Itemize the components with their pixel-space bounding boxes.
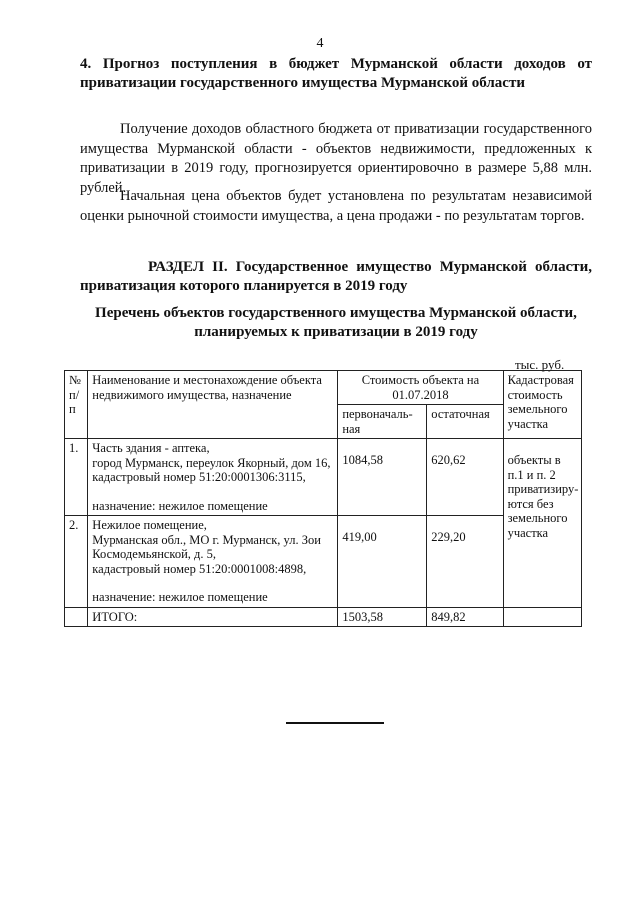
row2-name-line4: назначение: нежилое помещение bbox=[92, 590, 268, 604]
header-cost-remaining: остаточная bbox=[427, 405, 503, 439]
row2-name-line1: Нежилое помещение, bbox=[92, 518, 207, 532]
row2-remaining-value: 229,20 bbox=[431, 530, 466, 544]
total-cadastral bbox=[503, 607, 581, 627]
section4-paragraph1-text: Получение доходов областного бюджета от приватизации государственного имущества Мурманской области - объектов недвижимости, предложенных к приватизации в 2019 году, прогнозируется ориентировочно в размере 5,88 млн. рублей. bbox=[80, 121, 592, 196]
total-remaining: 849,82 bbox=[427, 607, 503, 627]
row1-name bbox=[88, 439, 338, 516]
section2-title-text: РАЗДЕЛ II. Государственное имущество Мурманской области, приватизация которого планируется в 2019 году bbox=[80, 259, 592, 294]
row1-name-line4: назначение: нежилое помещение bbox=[92, 498, 268, 513]
header-cost: Стоимость объекта на 01.07.2018 bbox=[338, 371, 503, 405]
table-total-row bbox=[65, 607, 582, 627]
cadastral-note-text: объекты в п.1 и п. 2 приватизиру-ются без земельного участка bbox=[507, 453, 579, 540]
section4-paragraph2 bbox=[80, 187, 592, 226]
row2-remaining bbox=[427, 516, 503, 608]
row2-name-line3: кадастровый номер 51:20:0001008:4898, bbox=[92, 561, 307, 576]
section4-paragraph2-text: Начальная цена объектов будет установлена по результатам независимой оценки рыночной стоимости имущества, а цена продажи - по результатам торгов. bbox=[80, 188, 592, 224]
table-row bbox=[65, 439, 582, 516]
header-num: № п/п bbox=[65, 371, 88, 439]
total-num bbox=[65, 607, 88, 627]
section4-title: 4. Прогноз поступления в бюджет Мурманской области доходов от приватизации государственного имущества Мурманской области bbox=[80, 56, 592, 91]
page-number: 4 bbox=[316, 36, 324, 51]
row2-initial-value: 419,00 bbox=[342, 530, 377, 544]
row2-name-line2: Мурманская обл., МО г. Мурманск, ул. Зои Космодемьянской, д. 5, bbox=[92, 532, 321, 561]
row1-num: 1. bbox=[65, 439, 88, 516]
row1-remaining bbox=[427, 439, 503, 516]
end-divider bbox=[286, 722, 384, 724]
total-label: ИТОГО: bbox=[88, 607, 338, 627]
row1-initial-value: 1084,58 bbox=[342, 453, 383, 467]
row2-name bbox=[88, 516, 338, 608]
row1-name-line2: город Мурманск, переулок Якорный, дом 16, bbox=[92, 455, 331, 470]
row1-remaining-value: 620,62 bbox=[431, 453, 466, 467]
row1-name-line3: кадастровый номер 51:20:0001306:3115, bbox=[92, 470, 306, 484]
row2-initial bbox=[338, 516, 427, 608]
list-title: Перечень объектов государственного имущества Мурманской области, планируемых к приватизации в 2019 году bbox=[95, 305, 577, 340]
table-header-row bbox=[65, 371, 582, 405]
objects-table bbox=[64, 370, 582, 627]
header-cadastral: Кадастровая стоимость земельного участка bbox=[503, 371, 581, 439]
row2-num: 2. bbox=[65, 516, 88, 608]
header-name: Наименование и местонахождение объекта недвижимого имущества, назначение bbox=[88, 371, 338, 439]
total-initial: 1503,58 bbox=[338, 607, 427, 627]
row1-name-line1: Часть здания - аптека, bbox=[92, 441, 210, 455]
section2-title bbox=[80, 258, 592, 296]
unit-note: тыс. руб. bbox=[515, 357, 565, 372]
cadastral-note bbox=[503, 439, 581, 608]
header-cost-initial: первоначаль-ная bbox=[338, 405, 427, 439]
row1-initial bbox=[338, 439, 427, 516]
